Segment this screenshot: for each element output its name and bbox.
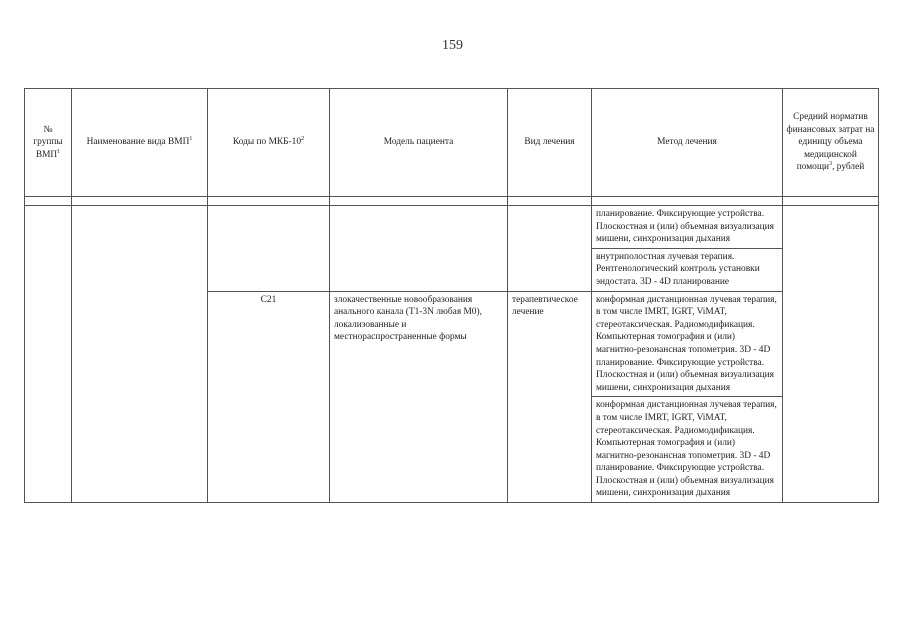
header-codes: Коды по МКБ-$10^2$ (208, 89, 330, 197)
method-cell: внутриполостная лучевая терапия. Рентгенологический контроль установки эндостата. 3D - 4D планирование (592, 248, 783, 291)
codes-cell (208, 206, 330, 292)
spacer-row (25, 197, 879, 206)
vmp-table (24, 88, 879, 503)
method-cell: конформная дистанционная лучевая терапия, в том числе IMRT, IGRT, ViMAT, стереотаксическая. Радиомодификация. Компьютерная томография и (или) магнитно-резонансная топометрия. 3D - 4D планирование. Фиксирующие устройства. Плоскостная и (или) объемная визуализация мишени, синхронизация дыхания (592, 291, 783, 397)
method-cell: планирование. Фиксирующие устройства. Плоскостная и (или) объемная визуализация мишени, синхронизация дыхания (592, 206, 783, 249)
model-cell (330, 206, 508, 292)
treatment-cell (508, 206, 592, 292)
page-number: 159 (442, 38, 463, 53)
cost-cell (783, 206, 879, 503)
header-model: Модель пациента (330, 89, 508, 197)
name-cell (72, 206, 208, 503)
model-cell-c21: злокачественные новообразования анального канала (T1-3N любая M0), локализованные и местнораспространенные формы (330, 291, 508, 503)
header-name: Наименование вида ВМП$^1$ (72, 89, 208, 197)
codes-cell-c21: C21 (208, 291, 330, 503)
method-cell: конформная дистанционная лучевая терапия, в том числе IMRT, IGRT, ViMAT, стереотаксическая. Радиомодификация. Компьютерная томография и (или) магнитно-резонансная топометрия. 3D - 4D планирование. Фиксирующие устройства. Плоскостная и (или) объемная визуализация мишени, синхронизация дыхания (592, 397, 783, 503)
header-group-no: № группы ВМП$^1$ (25, 89, 72, 197)
header-method: Метод лечения (592, 89, 783, 197)
header-cost: Средний норматив финансовых затрат на единицу объема медицинской помощи$^3$, рублей (783, 89, 879, 197)
group-no-cell (25, 206, 72, 503)
table-row (25, 206, 879, 249)
treatment-cell-c21: терапевтическое лечение (508, 291, 592, 503)
table-header-row (25, 89, 879, 197)
header-treatment-type: Вид лечения (508, 89, 592, 197)
